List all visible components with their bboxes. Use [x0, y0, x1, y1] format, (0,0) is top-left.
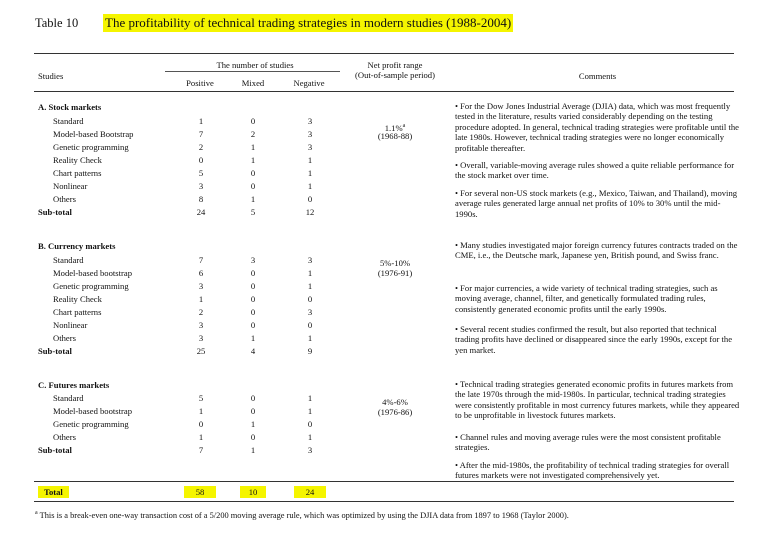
row-positive: 7 — [198, 129, 204, 139]
row-negative: 1 — [307, 155, 313, 165]
row-label: Reality Check — [53, 294, 102, 304]
row-positive: 8 — [198, 194, 204, 204]
row-label: Genetic programming — [53, 281, 129, 291]
profit-period-currency: (1976-91) — [377, 268, 413, 278]
row-negative: 3 — [307, 116, 313, 126]
profit-period-futures: (1976-86) — [377, 407, 413, 417]
profit-period-stock: (1968-88) — [377, 131, 413, 141]
row-positive: 0 — [198, 155, 204, 165]
row-mixed: 0 — [250, 307, 256, 317]
row-positive: 1 — [198, 406, 204, 416]
row-negative: 1 — [307, 432, 313, 442]
row-mixed: 5 — [250, 207, 256, 217]
row-mixed: 0 — [250, 116, 256, 126]
row-mixed: 0 — [250, 432, 256, 442]
comment-stock-1: • For the Dow Jones Industrial Average (DJIA) data, which was most frequently tested in the literature, results varied considerably depending on the testing procedure adopted. In general, technical trading strategies were profitable until the late 1980s. However, technical trading strategies were no longer economically profitable thereafter. — [455, 101, 739, 153]
row-mixed: 0 — [250, 181, 256, 191]
row-negative: 12 — [305, 207, 315, 217]
row-label: Others — [53, 432, 76, 442]
row-negative: 1 — [307, 281, 313, 291]
row-negative: 1 — [307, 181, 313, 191]
row-label: Standard — [53, 255, 84, 265]
comment-futures-3: • After the mid-1980s, the profitability of technical trading strategies for overall futures markets were not investigated comprehensively yet. — [455, 460, 730, 481]
header-studies: Studies — [38, 71, 64, 81]
row-mixed: 4 — [250, 346, 256, 356]
row-positive: 1 — [198, 294, 204, 304]
table-label: Table 10 — [35, 16, 79, 30]
profit-value: 1.1% — [384, 122, 403, 133]
row-negative: 3 — [307, 142, 313, 152]
row-positive: 24 — [196, 207, 206, 217]
row-negative: 0 — [307, 320, 313, 330]
row-label: Others — [53, 194, 76, 204]
row-mixed: 0 — [250, 406, 256, 416]
row-negative: 3 — [307, 129, 313, 139]
row-positive: 7 — [198, 445, 204, 455]
row-negative: 1 — [307, 333, 313, 343]
row-mixed: 0 — [250, 281, 256, 291]
comment-futures-1: • Technical trading strategies generated economic profits in futures markets from the late 1970s through the mid-1980s. In particular, technical trading strategies were consistently profitable in most currency futures markets, while they appeared to be unprofitable in livestock futures markets. — [455, 379, 740, 421]
row-label: Genetic programming — [53, 419, 129, 429]
row-positive: 3 — [198, 320, 204, 330]
header-positive: Positive — [186, 78, 214, 88]
profit-range-futures: 4%-6% — [382, 397, 408, 407]
row-label: Chart patterns — [53, 168, 102, 178]
row-negative: 3 — [307, 445, 313, 455]
header-mixed: Mixed — [241, 78, 265, 88]
row-label: Chart patterns — [53, 307, 102, 317]
row-label: Genetic programming — [53, 142, 129, 152]
row-label: Others — [53, 333, 76, 343]
row-mixed: 2 — [250, 129, 256, 139]
footnote-mark: a — [35, 510, 38, 516]
row-mixed: 0 — [250, 168, 256, 178]
row-label: Sub-total — [38, 207, 72, 217]
comment-stock-2: • Overall, variable-moving average rules showed a quite reliable performance for the stock market over time. — [455, 160, 735, 181]
row-positive: 3 — [198, 333, 204, 343]
row-mixed: 1 — [250, 194, 256, 204]
row-positive: 5 — [198, 393, 204, 403]
row-positive: 6 — [198, 268, 204, 278]
footnote-text: This is a break-even one-way transaction cost of a 5/200 moving average rule, which was optimized by using the DJIA data from 1897 to 1968 (Taylor 2000). — [39, 510, 569, 520]
row-negative: 1 — [307, 268, 313, 278]
top-rule — [34, 53, 734, 54]
row-positive: 0 — [198, 419, 204, 429]
total-label: Total — [38, 486, 69, 498]
row-label: Nonlinear — [53, 181, 88, 191]
row-negative: 0 — [307, 419, 313, 429]
row-mixed: 0 — [250, 393, 256, 403]
header-net-profit: Net profit range — [367, 60, 423, 70]
row-positive: 1 — [198, 116, 204, 126]
row-negative: 0 — [307, 294, 313, 304]
row-positive: 1 — [198, 432, 204, 442]
row-mixed: 0 — [250, 294, 256, 304]
header-number-group: The number of studies — [216, 60, 294, 70]
total-positive: 58 — [184, 486, 216, 498]
row-mixed: 0 — [250, 268, 256, 278]
row-positive: 7 — [198, 255, 204, 265]
section-title: B. Currency markets — [38, 241, 116, 251]
row-mixed: 3 — [250, 255, 256, 265]
total-negative: 24 — [294, 486, 326, 498]
row-label: Reality Check — [53, 155, 102, 165]
row-negative: 0 — [307, 194, 313, 204]
comment-stock-3: • For several non-US stock markets (e.g., Mexico, Taiwan, and Thailand), moving average rules generated large annual net profits of 10% to 30% until the mid-1990s. — [455, 188, 738, 219]
row-negative: 1 — [307, 393, 313, 403]
row-label: Sub-total — [38, 445, 72, 455]
row-negative: 1 — [307, 406, 313, 416]
row-label: Standard — [53, 393, 84, 403]
row-positive: 3 — [198, 281, 204, 291]
total-mixed: 10 — [240, 486, 266, 498]
row-negative: 1 — [307, 168, 313, 178]
row-label: Model-based bootstrap — [53, 268, 132, 278]
footnote — [35, 510, 569, 520]
header-group-underline — [165, 71, 340, 72]
row-label: Model-based bootstrap — [53, 406, 132, 416]
comment-currency-2: • For major currencies, a wide variety of technical trading strategies, such as moving average, channel, filter, and genetically formulated trading rules, consistently generated economic profits until the early 1990s. — [455, 283, 718, 314]
row-mixed: 1 — [250, 333, 256, 343]
table-title: The profitability of technical trading strategies in modern studies (1988-2004) — [105, 15, 512, 30]
row-label: Nonlinear — [53, 320, 88, 330]
total-rule — [34, 481, 734, 482]
header-rule — [34, 91, 734, 92]
comment-currency-1: • Many studies investigated major foreign currency futures contracts traded on the CME, i.e., the Deutsche mark, Japanese yen, British pound, and Swiss franc. — [455, 240, 738, 261]
row-label: Sub-total — [38, 346, 72, 356]
row-mixed: 1 — [250, 445, 256, 455]
header-negative: Negative — [293, 78, 325, 88]
row-negative: 9 — [307, 346, 313, 356]
row-negative: 3 — [307, 307, 313, 317]
row-positive: 2 — [198, 142, 204, 152]
row-mixed: 1 — [250, 155, 256, 165]
section-title: A. Stock markets — [38, 102, 102, 112]
profit-footnote-mark: a — [402, 123, 406, 129]
row-label: Model-based Bootstrap — [53, 129, 134, 139]
row-mixed: 1 — [250, 142, 256, 152]
comment-currency-3: • Several recent studies confirmed the result, but also reported that technical trading profits have declined or disappeared since the early 1990s, except for the yen market. — [455, 324, 733, 355]
row-negative: 3 — [307, 255, 313, 265]
bottom-rule — [34, 501, 734, 502]
row-positive: 2 — [198, 307, 204, 317]
row-mixed: 1 — [250, 419, 256, 429]
row-label: Standard — [53, 116, 84, 126]
header-net-profit-period: (Out-of-sample period) — [355, 70, 435, 80]
row-mixed: 0 — [250, 320, 256, 330]
section-title: C. Futures markets — [38, 380, 110, 390]
header-comments: Comments — [578, 71, 617, 81]
row-positive: 3 — [198, 181, 204, 191]
row-positive: 25 — [196, 346, 206, 356]
row-positive: 5 — [198, 168, 204, 178]
comment-futures-2: • Channel rules and moving average rules were the most consistent profitable strategies. — [455, 432, 721, 453]
profit-range-currency: 5%-10% — [379, 258, 411, 268]
